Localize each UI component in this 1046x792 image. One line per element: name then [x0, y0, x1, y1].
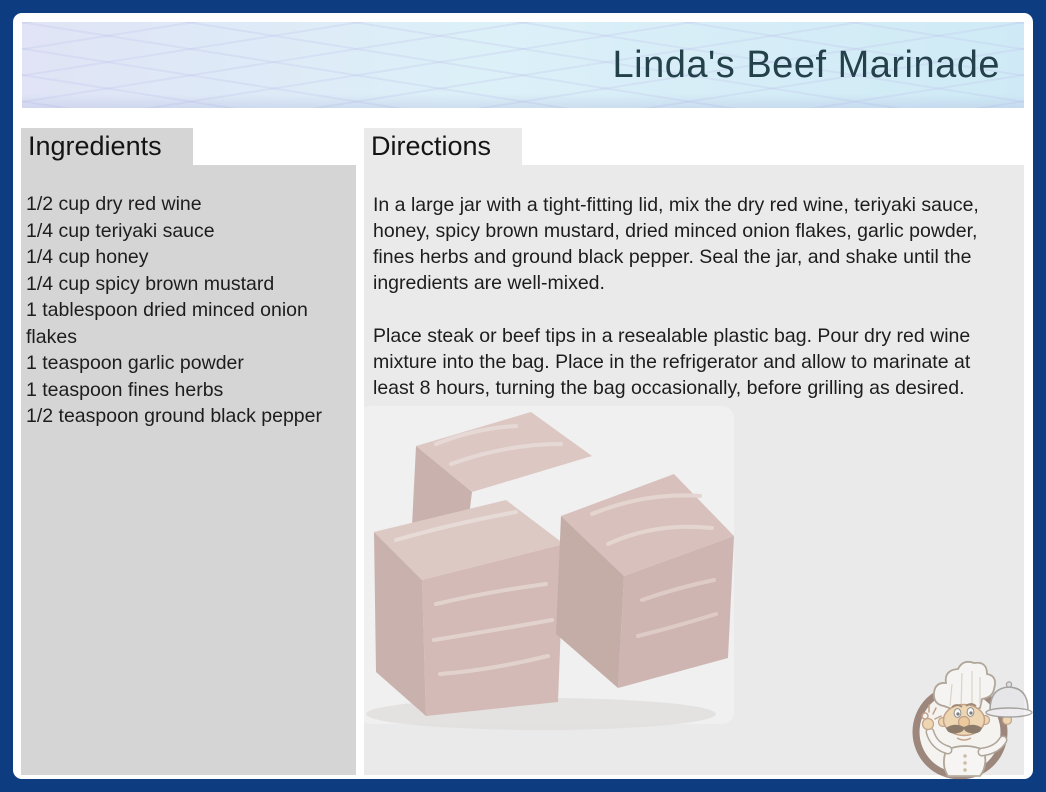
direction-paragraph: In a large jar with a tight-fitting lid, mix the dry red wine, teriyaki sauce, honey, spicy brown mustard, dried minced onion flakes, garlic powder, fines herbs and ground black pepper. Seal the jar, and shake until the ingredients are well-mixed. [373, 194, 979, 294]
ingredient-item: 1/4 cup honey [26, 246, 149, 268]
header-banner [22, 22, 1024, 108]
ingredient-item: 1/2 cup dry red wine [26, 193, 202, 215]
beef-cubes-image [356, 404, 736, 736]
ingredient-item: 1/4 cup teriyaki sauce [26, 219, 215, 242]
ingredients-section [21, 128, 356, 775]
page-title: Linda's Beef Marinade [612, 43, 1000, 86]
ingredients-list [21, 165, 356, 775]
ingredient-item: 1 teaspoon fines herbs [26, 378, 224, 401]
ingredient-item: 1 tablespoon dried minced onion flakes [26, 299, 308, 348]
ingredients-heading: Ingredients [21, 128, 193, 165]
directions-section [364, 128, 1024, 775]
ingredient-item: 1 teaspoon garlic powder [26, 352, 244, 374]
directions-heading: Directions [364, 128, 522, 165]
directions-text [364, 165, 1024, 775]
ingredient-item: 1/4 cup spicy brown mustard [26, 272, 275, 295]
direction-paragraph: Place steak or beef tips in a resealable plastic bag. Pour dry red wine mixture into the bag. Place in the refrigerator and allow to marinate at least 8 hours, turning the bag occasionally, before grilling as desired. [373, 325, 971, 399]
ingredient-item: 1/2 teaspoon ground black pepper [26, 405, 322, 427]
